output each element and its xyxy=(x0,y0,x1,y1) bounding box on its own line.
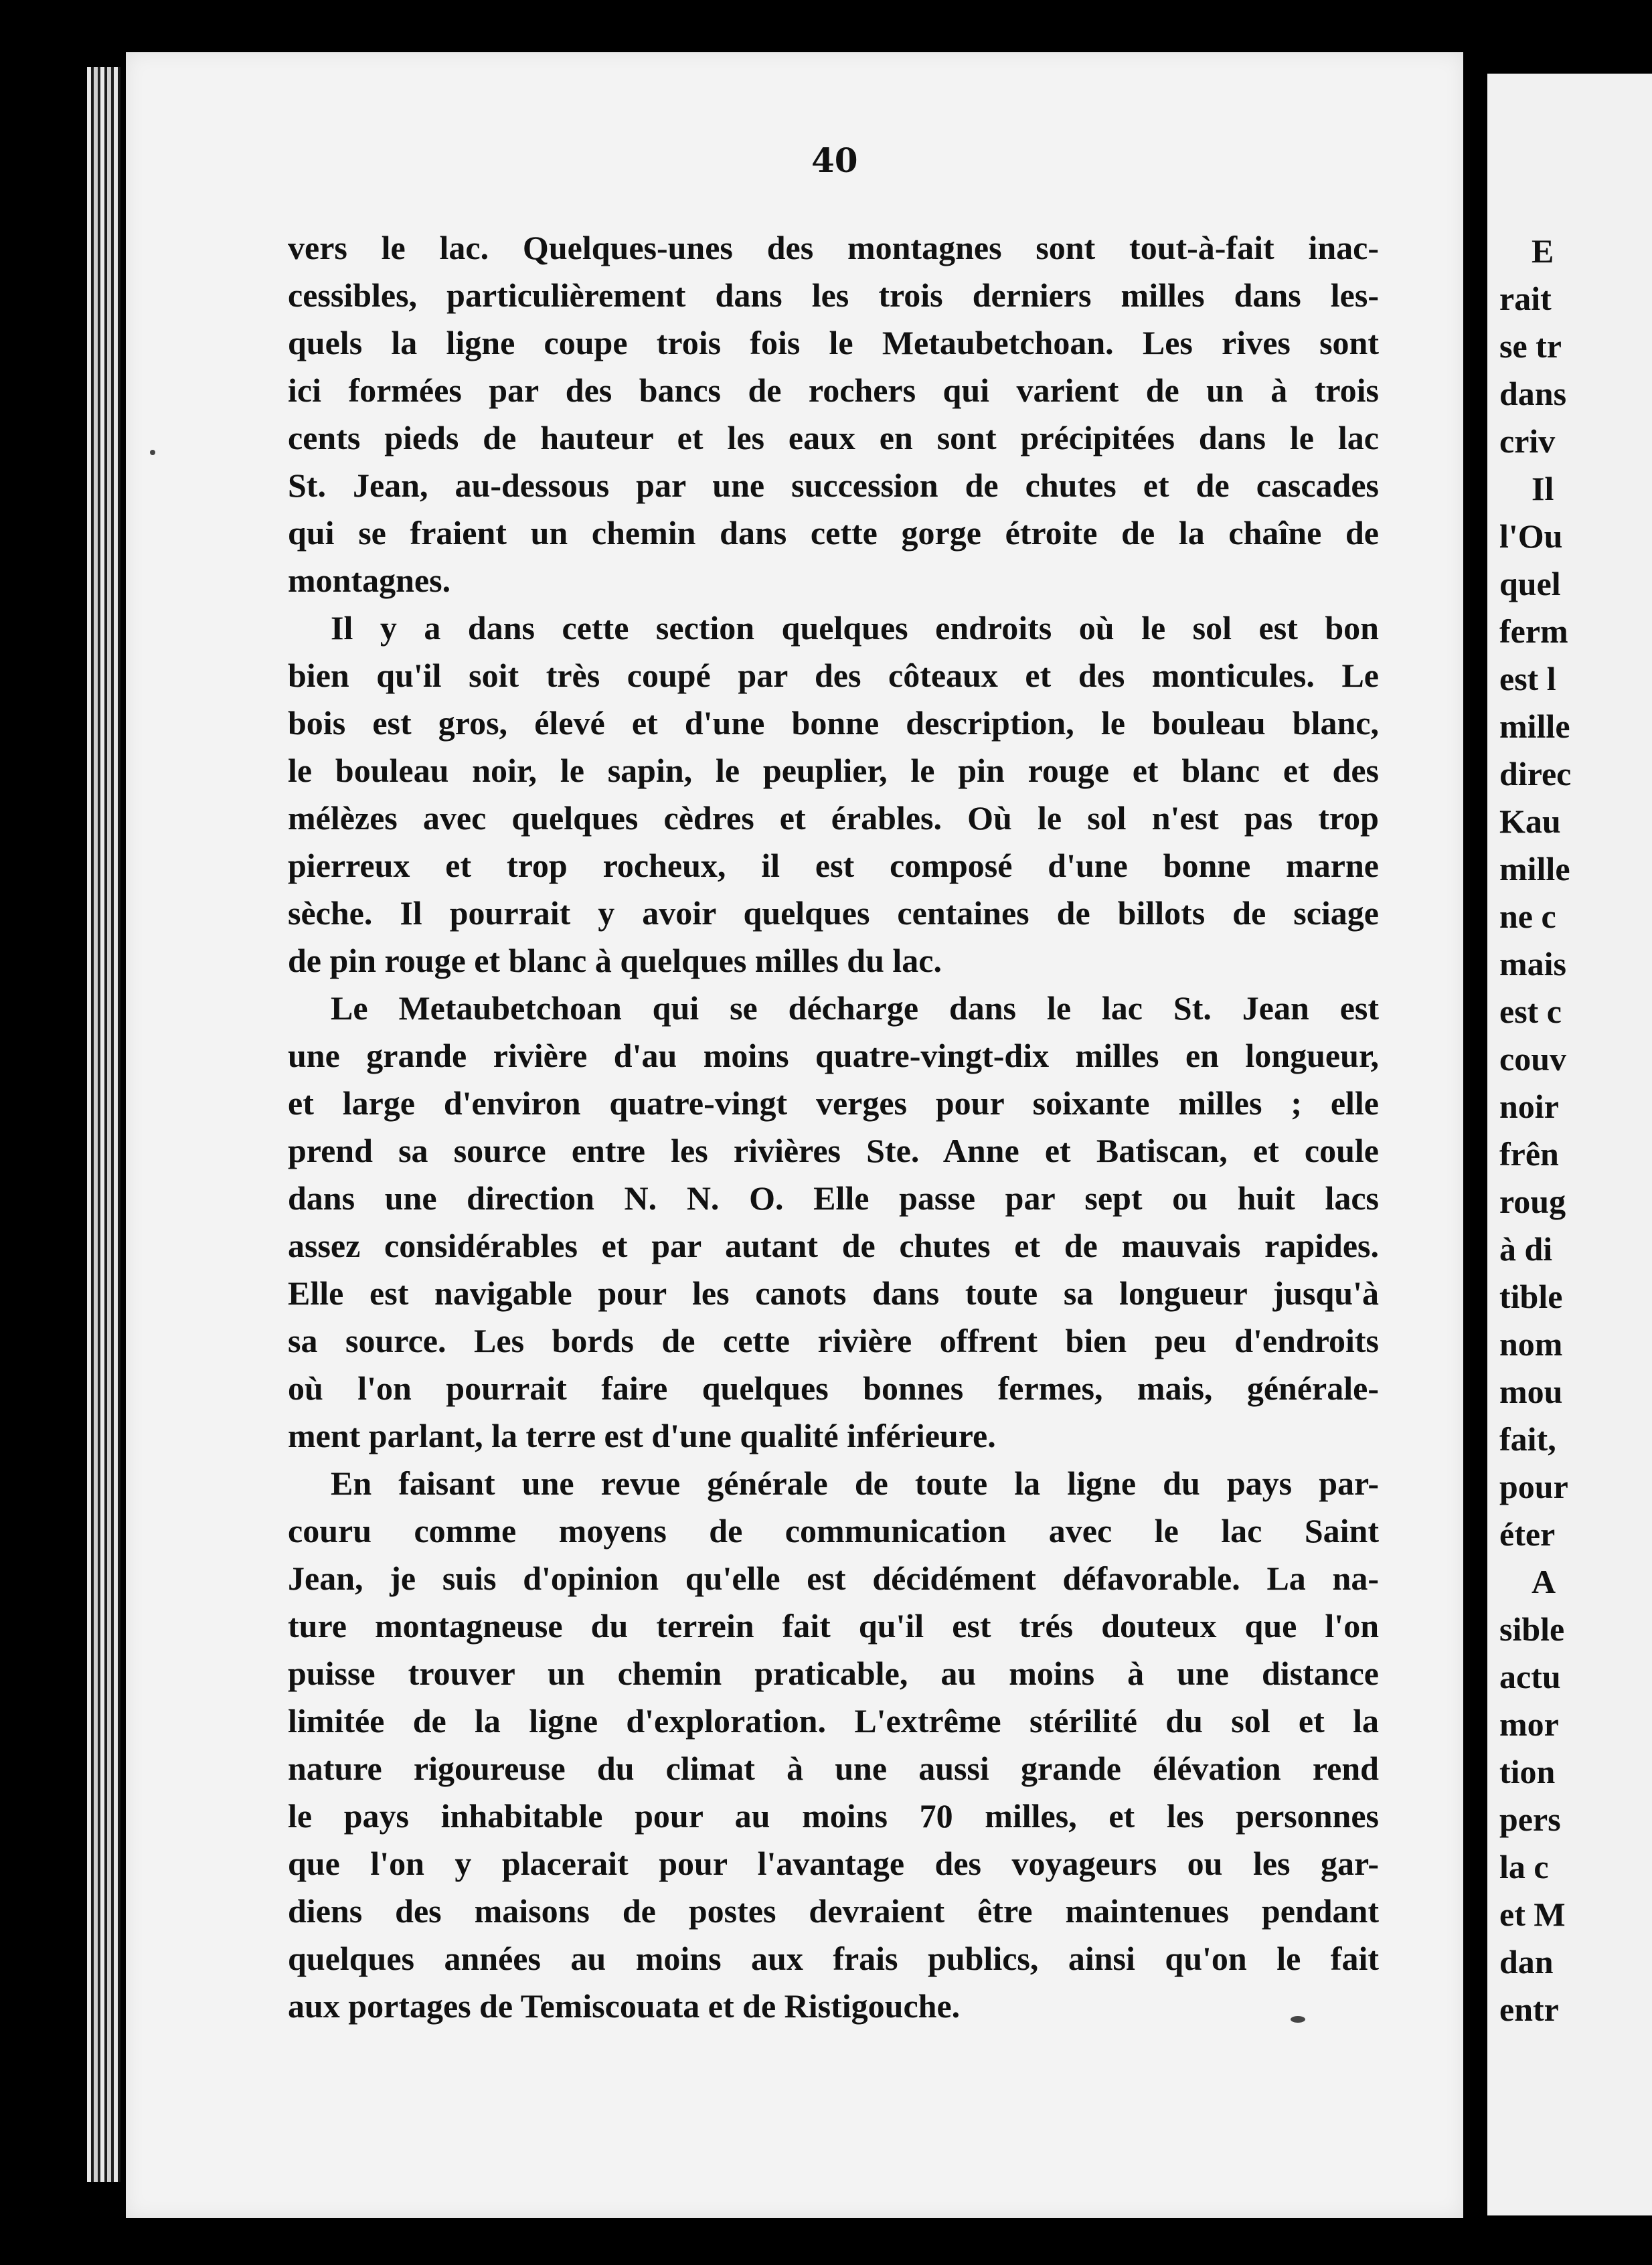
text-line: Jean, je suis d'opinion qu'elle est décidément défavorable. La na- xyxy=(288,1560,1379,1597)
text-fragment: tible xyxy=(1499,1278,1563,1315)
text-fragment: Il xyxy=(1532,470,1554,507)
text-fragment: et M xyxy=(1499,1896,1566,1933)
text-line: et large d'environ quatre-vingt verges pour soixante milles ; elle xyxy=(288,1084,1379,1122)
text-line: où l'on pourrait faire quelques bonnes fermes, mais, générale- xyxy=(288,1369,1379,1407)
page-number: 40 xyxy=(811,141,858,180)
text-line: ture montagneuse du terrein fait qu'il est trés douteux que l'on xyxy=(288,1607,1379,1645)
text-line: sa source. Les bords de cette rivière offrent bien peu d'endroits xyxy=(288,1322,1379,1359)
text-fragment: fait, xyxy=(1499,1420,1556,1458)
text-line: couru comme moyens de communication avec le lac Saint xyxy=(288,1512,1379,1549)
text-fragment: quel xyxy=(1499,565,1561,602)
text-line: dans une direction N. N. O. Elle passe par sept ou huit lacs xyxy=(288,1179,1379,1217)
text-fragment: est l xyxy=(1499,660,1556,697)
text-line: En faisant une revue générale de toute la ligne du pays par- xyxy=(331,1464,1379,1502)
text-line: aux portages de Temiscouata et de Ristigouche. xyxy=(288,1987,961,2025)
text-line: nature rigoureuse du climat à une aussi grande élévation rend xyxy=(288,1750,1379,1787)
book-binding-edge xyxy=(87,67,120,2182)
text-fragment: ne c xyxy=(1499,898,1556,935)
text-line: que l'on y placerait pour l'avantage des voyageurs ou les gar- xyxy=(288,1845,1379,1882)
text-fragment: mor xyxy=(1499,1705,1559,1743)
text-fragment: ferm xyxy=(1499,612,1568,650)
text-line: qui se fraient un chemin dans cette gorge étroite de la chaîne de xyxy=(288,514,1379,552)
text-fragment: mille xyxy=(1499,850,1570,888)
text-line: assez considérables et par autant de chutes et de mauvais rapides. xyxy=(288,1227,1379,1264)
text-fragment: nom xyxy=(1499,1325,1563,1363)
text-fragment: mais xyxy=(1499,945,1566,983)
text-fragment: mou xyxy=(1499,1373,1563,1410)
text-fragment: frên xyxy=(1499,1135,1559,1173)
text-line: puisse trouver un chemin praticable, au moins à une distance xyxy=(288,1655,1379,1692)
text-fragment: est c xyxy=(1499,993,1562,1030)
left-page-body xyxy=(288,224,1379,2030)
text-line: pierreux et trop rocheux, il est composé d'une bonne marne xyxy=(288,847,1379,884)
text-fragment: dans xyxy=(1499,375,1567,412)
text-line: quels la ligne coupe trois fois le Metaubetchoan. Les rives sont xyxy=(288,324,1379,361)
text-fragment: Kau xyxy=(1499,803,1561,840)
text-line: Elle est navigable pour les canots dans toute sa longueur jusqu'à xyxy=(288,1274,1379,1312)
text-fragment: dan xyxy=(1499,1943,1554,1981)
text-fragment: se tr xyxy=(1499,327,1562,365)
text-line: le bouleau noir, le sapin, le peuplier, le pin rouge et blanc et des xyxy=(288,752,1379,789)
text-fragment: noir xyxy=(1499,1088,1559,1125)
text-line: sèche. Il pourrait y avoir quelques centaines de billots de sciage xyxy=(288,894,1379,932)
text-line: bois est gros, élevé et d'une bonne description, le bouleau blanc, xyxy=(288,704,1379,742)
text-line: montagnes. xyxy=(288,562,451,599)
text-fragment: rait xyxy=(1499,280,1552,317)
text-fragment: éter xyxy=(1499,1515,1556,1553)
text-fragment: actu xyxy=(1499,1658,1561,1695)
print-speck xyxy=(150,450,155,455)
text-fragment: pour xyxy=(1499,1468,1568,1505)
text-line: prend sa source entre les rivières Ste. Anne et Batiscan, et coule xyxy=(288,1132,1379,1169)
text-line: limitée de la ligne d'exploration. L'extrême stérilité du sol et la xyxy=(288,1702,1379,1740)
text-line: ici formées par des bancs de rochers qui varient de un à trois xyxy=(288,371,1379,409)
text-fragment: sible xyxy=(1499,1610,1565,1648)
text-line: une grande rivière d'au moins quatre-vingt-dix milles en longueur, xyxy=(288,1037,1379,1074)
text-fragment: tion xyxy=(1499,1753,1556,1790)
text-line: cents pieds de hauteur et les eaux en sont précipitées dans le lac xyxy=(288,419,1379,456)
text-line: quelques années au moins aux frais publics, ainsi qu'on le fait xyxy=(288,1940,1379,1977)
text-line: de pin rouge et blanc à quelques milles du lac. xyxy=(288,942,942,979)
right-page-fragments xyxy=(1499,228,1652,2033)
text-fragment: mille xyxy=(1499,707,1570,745)
text-fragment: l'Ou xyxy=(1499,517,1563,555)
text-fragment: direc xyxy=(1499,755,1572,792)
text-line: le pays inhabitable pour au moins 70 milles, et les personnes xyxy=(288,1797,1379,1835)
text-fragment: couv xyxy=(1499,1040,1566,1078)
text-fragment: la c xyxy=(1499,1848,1549,1885)
text-fragment: roug xyxy=(1499,1183,1566,1220)
text-fragment: criv xyxy=(1499,422,1556,460)
text-line: St. Jean, au-dessous par une succession de chutes et de cascades xyxy=(288,467,1379,504)
text-line: Il y a dans cette section quelques endroits où le sol est bon xyxy=(331,609,1379,647)
text-fragment: entr xyxy=(1499,1991,1559,2028)
print-speck xyxy=(1291,2016,1305,2023)
text-line: mélèzes avec quelques cèdres et érables. Où le sol n'est pas trop xyxy=(288,799,1379,837)
text-line: bien qu'il soit très coupé par des côteaux et des monticules. Le xyxy=(288,657,1379,694)
text-line: vers le lac. Quelques-unes des montagnes sont tout-à-fait inac- xyxy=(288,229,1379,266)
text-line: diens des maisons de postes devraient être maintenues pendant xyxy=(288,1892,1379,1930)
text-block xyxy=(288,224,1379,2030)
text-fragment: pers xyxy=(1499,1800,1561,1838)
text-line: cessibles, particulièrement dans les trois derniers milles dans les- xyxy=(288,276,1379,314)
text-fragment: A xyxy=(1532,1563,1556,1600)
text-line: Le Metaubetchoan qui se décharge dans le lac St. Jean est xyxy=(331,989,1379,1027)
text-fragment: à di xyxy=(1499,1230,1553,1268)
text-fragment: E xyxy=(1532,232,1554,270)
text-line: ment parlant, la terre est d'une qualité inférieure. xyxy=(288,1417,996,1454)
